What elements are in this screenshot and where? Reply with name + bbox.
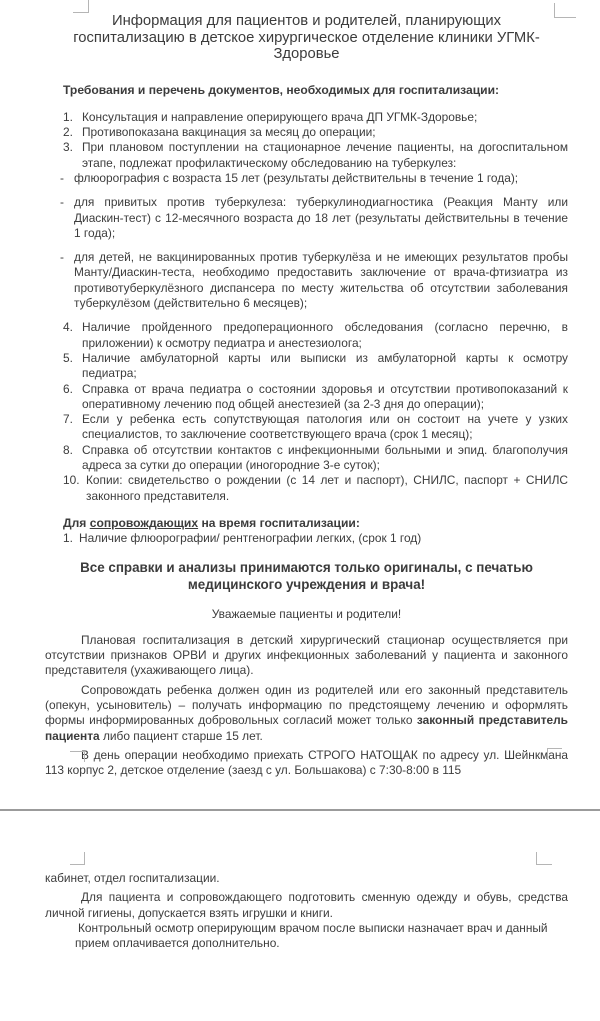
list-item: [63, 382, 568, 413]
paragraph-bold-text: законный представитель пациента: [45, 713, 568, 743]
list-item: [63, 412, 568, 443]
list-marker: 6.: [63, 381, 73, 396]
list-item-text: Наличие пройденного предоперационного обследования (согласно перечню, в приложении) к осмотру педиатра и анестезиолога;: [82, 320, 568, 350]
list-marker: 4.: [63, 320, 73, 335]
document-title: Информация для пациентов и родителей, планирующих госпитализацию в детское хирургическое отделение клиники УГМК-Здоровье: [73, 13, 540, 62]
crop-mark-page2-top-left: [70, 852, 85, 865]
accompanying-heading-prefix: Для: [63, 515, 90, 530]
list-marker: 10.: [63, 473, 80, 488]
list-item-text: Наличие амбулаторной карты или выписки из амбулаторной карты к осмотру педиатра;: [82, 350, 568, 381]
list-item-text: флюорография с возраста 15 лет (результаты действительны в течение 1 года);: [74, 170, 519, 185]
list-marker: 1.: [63, 109, 73, 124]
list-item-text: При плановом поступлении на стационарное лечение пациенты, на догоспитальном этапе, подлежат профилактическому обследованию на туберкулез:: [82, 140, 568, 170]
list-marker: -: [60, 195, 64, 210]
list-marker: -: [60, 250, 64, 265]
requirements-heading: Требования и перечень документов, необходимых для госпитализации:: [63, 82, 500, 97]
list-item-dash: [60, 171, 568, 186]
list-item: [63, 473, 568, 504]
list-item: [63, 320, 568, 351]
salutation: Уважаемые пациенты и родители!: [211, 606, 402, 621]
paragraph-belongings: Для пациента и сопровождающего подготовить сменную одежду и обувь, средства личной гигиены, допускается взять игрушки и книги.: [45, 890, 568, 920]
accompanying-heading-underlined: сопровождающих: [89, 515, 199, 530]
requirements-list: [45, 110, 568, 504]
paragraph-accompanying-parent: [45, 683, 568, 744]
crop-mark-page2-top-right: [536, 852, 552, 865]
list-marker: 1.: [63, 531, 73, 546]
paragraph-operation-day: В день операции необходимо приехать СТРОГО НАТОЩАК по адресу ул. Шейнкмана 113 корпус 2, детское отделение (заезд с ул. Большакова) с 7:30-8:00 в 115: [45, 747, 568, 778]
list-item: [63, 140, 568, 171]
crop-mark-page1-top-right: [554, 3, 576, 18]
list-item: [63, 125, 568, 140]
list-item-text: для привитых против туберкулеза: туберкулинодиагностика (Реакция Манту или Диаскин-тест) с 12-месячного возраста до 18 лет (результаты действительны в течение 1 года);: [74, 195, 568, 240]
crop-mark-page1-bottom-left: [70, 751, 85, 762]
paragraph-control-visit: Контрольный осмотр оперирующим врачом после выписки назначает врач и данный прием оплачивается дополнительно.: [75, 920, 548, 951]
list-item: [63, 110, 568, 125]
accompanying-list-item: [63, 531, 568, 546]
list-marker: 2.: [63, 125, 73, 140]
paragraph-text: Сопровождать ребенка должен один из родителей или его законный представитель (опекун, усыновитель) – получать информацию по предстоящему лечению и оформлять формы информированных добровольных согласий может только: [45, 682, 568, 728]
list-item-text: Справка об отсутствии контактов с инфекционными больными и эпид. благополучия адреса за сутки до операции (иногородние 3-е суток);: [82, 442, 568, 473]
paragraph-text: либо пациент старше 15 лет.: [99, 728, 263, 743]
accompanying-heading: [63, 516, 568, 531]
list-item-text: Если у ребенка есть сопутствующая патология или он состоит на учете у узких специалистов, то заключение соответствующего врача (срок 1 месяц);: [82, 412, 568, 442]
list-marker: 7.: [63, 412, 73, 427]
accompanying-heading-suffix: на время госпитализации:: [198, 515, 360, 530]
list-item-text: Противопоказана вакцинация за месяц до операции;: [82, 125, 376, 140]
list-item: [63, 351, 568, 382]
list-item-text: Справка от врача педиатра о состоянии здоровья и отсутствии противопоказаний к оперативному лечению под общей анестезией (за 2-3 дня до операции);: [82, 381, 568, 411]
list-marker: -: [60, 170, 64, 185]
paragraph-operation-day-continued: кабинет, отдел госпитализации.: [45, 871, 220, 885]
crop-mark-page1-top-left: [73, 0, 89, 13]
list-item-dash: [60, 195, 568, 241]
list-marker: 3.: [63, 140, 73, 155]
list-item-text: Наличие флюорографии/ рентгенографии легких, (срок 1 год): [79, 531, 422, 546]
list-item-text: для детей, не вакцинированных против туберкулёза и не имеющих результатов пробы Манту/Диаскин-теста, необходимо предоставить заключение от врача-фтизиатра из противотуберкулёзного диспансера по месту жительства об отсутствии заболевания туберкулёзом (действительно 6 месяцев);: [74, 250, 568, 311]
originals-notice: Все справки и анализы принимаются только оригиналы, с печатью медицинского учреждения и врача!: [80, 559, 533, 593]
page-2: [0, 811, 600, 1021]
crop-mark-page1-bottom-right: [547, 748, 562, 760]
list-item-text: Консультация и направление оперирующего врача ДП УГМК-Здоровье;: [82, 109, 478, 124]
list-marker: 8.: [63, 442, 73, 457]
list-item: [63, 443, 568, 474]
paragraph-planned-hospitalization: Плановая госпитализация в детский хирургический стационар осуществляется при отсутствии признаков ОРВИ и других инфекционных заболеваний у пациента и законного представителя (ухаживающего лица).: [45, 632, 568, 678]
list-marker: 5.: [63, 350, 73, 365]
list-item-text: Копии: свидетельство о рождении (с 14 лет и паспорт), СНИЛС, паспорт + СНИЛС законного представителя.: [86, 473, 568, 503]
list-item-dash: [60, 250, 568, 311]
